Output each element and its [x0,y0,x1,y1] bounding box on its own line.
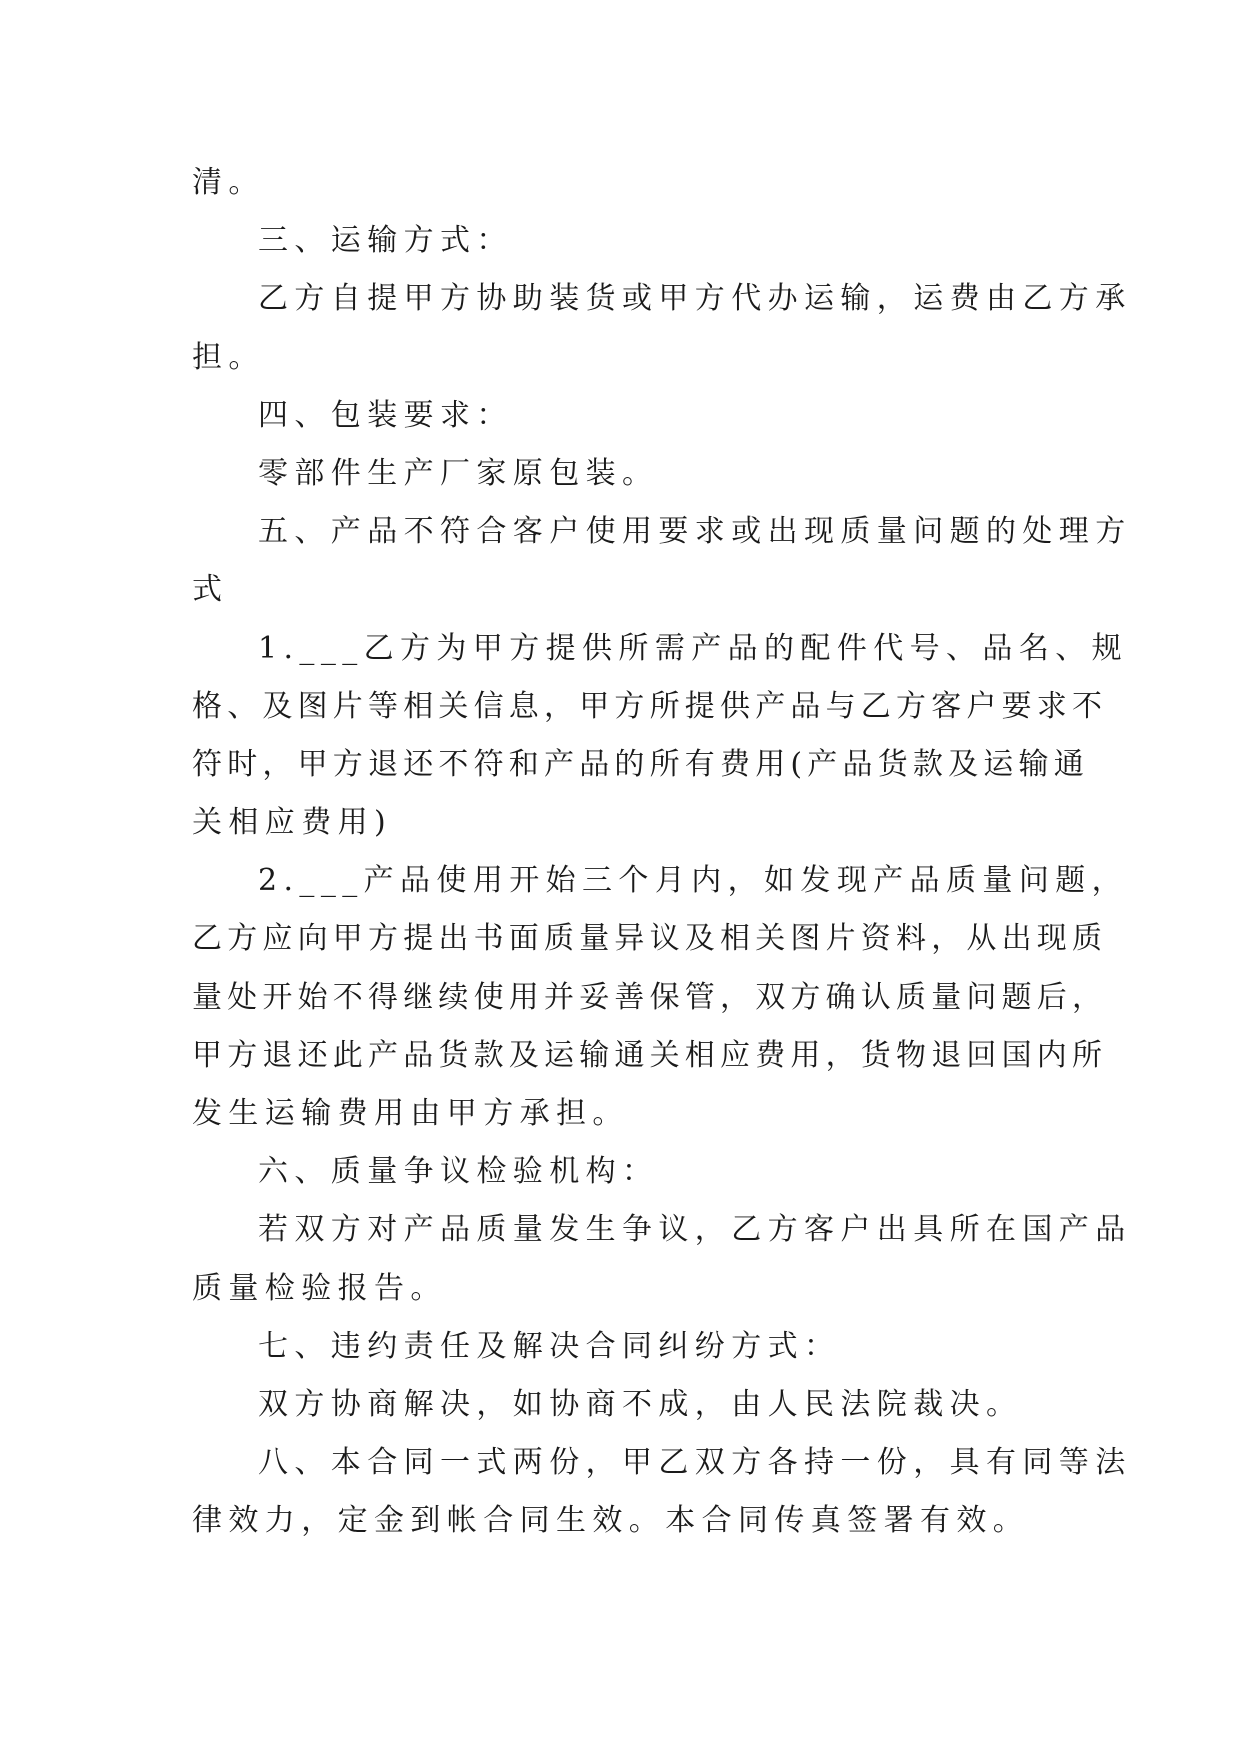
text-line: 甲方退还此产品货款及运输通关相应费用，货物退回国内所 [192,1037,1108,1073]
text-line: 式 [192,572,229,608]
document-body [192,154,1132,1551]
section-heading: 八、本合同一式两份，甲乙双方各持一份，具有同等法 [258,1445,1132,1481]
text-line: 清。 [192,165,265,200]
text-line: 符时，甲方退还不符和产品的所有费用(产品货款及运输通 [192,746,1089,782]
text-line: 律效力，定金到帐合同生效。本合同传真签署有效。 [192,1503,1030,1539]
text-line: 若双方对产品质量发生争议，乙方客户出具所在国产品 [258,1212,1132,1248]
text-line: 格、及图片等相关信息，甲方所提供产品与乙方客户要求不 [192,688,1108,724]
text-line: 发生运输费用由甲方承担。 [192,1096,629,1131]
text-line: 乙方应向甲方提出书面质量异议及相关图片资料，从出现质 [192,921,1108,957]
section-heading: 五、产品不符合客户使用要求或出现质量问题的处理方 [258,514,1132,550]
text-line: 双方协商解决，如协商不成，由人民法院裁决。 [258,1386,1023,1422]
clause-item: 2.___产品使用开始三个月内，如发现产品质量问题， [258,863,1129,899]
clause-item: 1.___乙方为甲方提供所需产品的配件代号、品名、规 [258,630,1129,666]
section-heading: 四、包装要求： [258,397,513,433]
text-line: 乙方自提甲方协助装货或甲方代办运输，运费由乙方承 [258,281,1132,317]
section-heading: 六、质量争议检验机构： [258,1154,659,1190]
text-line: 质量检验报告。 [192,1270,447,1306]
section-heading: 三、运输方式： [258,223,513,259]
text-line: 担。 [192,339,265,375]
section-heading: 七、违约责任及解决合同纠纷方式： [258,1328,841,1364]
text-line: 量处开始不得继续使用并妥善保管，双方确认质量问题后， [192,979,1108,1015]
text-line: 关相应费用) [192,805,393,841]
text-line: 零部件生产厂家原包装。 [258,455,659,491]
